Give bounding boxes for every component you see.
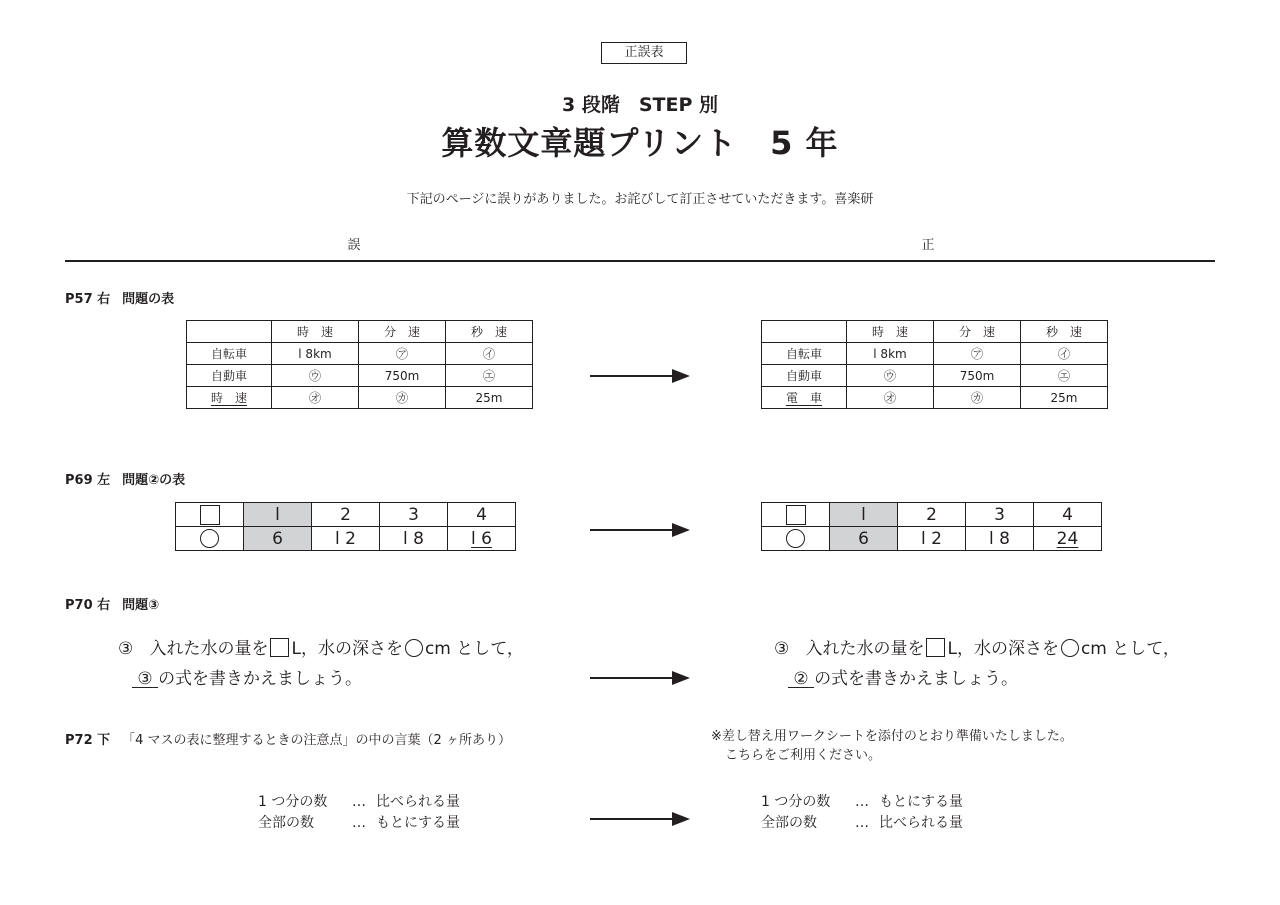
- term-value: 比べられる量: [879, 815, 963, 831]
- problem-text: の式を書きかえましょう。: [814, 669, 1019, 689]
- underlined-error: [132, 669, 158, 689]
- square-icon: [926, 638, 945, 657]
- problem-line: [788, 664, 1180, 694]
- table-cell: l 8: [966, 527, 1034, 551]
- circle-icon: [786, 529, 805, 548]
- table-row: [762, 365, 1108, 387]
- table-cell: ㋓: [446, 365, 533, 387]
- table-row: [762, 343, 1108, 365]
- problem-text: L，水の深さを: [291, 639, 403, 659]
- table-cell: l 8km: [847, 343, 934, 365]
- table-cell: l: [244, 503, 312, 527]
- arrow-icon: [590, 671, 690, 685]
- section-desc: 問題の表: [122, 292, 175, 307]
- table-cell: 自動車: [187, 365, 272, 387]
- table-cell: 3: [966, 503, 1034, 527]
- errata-badge: 正誤表: [601, 42, 687, 64]
- problem-wrong: [118, 634, 524, 694]
- table-cell: ㋕: [934, 387, 1021, 409]
- term-label: 全部の数: [258, 815, 314, 831]
- term-value: もとにする量: [879, 794, 963, 810]
- dots: …: [352, 794, 366, 810]
- table-cell: 4: [1034, 503, 1102, 527]
- term-value: 比べられる量: [376, 794, 460, 810]
- table-cell: 2: [898, 503, 966, 527]
- table-row: [762, 321, 1108, 343]
- table-header: 秒 速: [1021, 321, 1108, 343]
- table-cell: [762, 321, 847, 343]
- problem-text: cm として，: [1080, 639, 1180, 659]
- problem-right: [774, 634, 1180, 694]
- table-cell: [762, 503, 830, 527]
- underlined-correction: 電 車: [785, 391, 822, 405]
- table-cell: 自転車: [187, 343, 272, 365]
- table-cell: l 2: [312, 527, 380, 551]
- section-p57-heading: [65, 288, 174, 307]
- problem-text: cm として，: [424, 639, 524, 659]
- term-value: もとにする量: [376, 815, 460, 831]
- underlined-correction: 24: [1056, 528, 1079, 549]
- section-p72-heading: [65, 729, 511, 748]
- table-cell: 3: [380, 503, 448, 527]
- table-cell: ㋓: [1021, 365, 1108, 387]
- note-line: ※差し替え用ワークシートを添付のとおり準備いたしました。: [711, 729, 1073, 744]
- table-row: [187, 321, 533, 343]
- dots: …: [352, 815, 366, 831]
- table-cell: [187, 321, 272, 343]
- table-cell: ㋑: [446, 343, 533, 365]
- table-row: [762, 387, 1108, 409]
- arrow-icon: [590, 523, 690, 537]
- column-header-right: 正: [921, 238, 935, 253]
- table-header: 時 速: [272, 321, 359, 343]
- square-icon: [200, 505, 220, 525]
- table-cell: ㋐: [934, 343, 1021, 365]
- table-cell: 750m: [359, 365, 446, 387]
- table-cell: 6: [244, 527, 312, 551]
- problem-line: [132, 664, 524, 694]
- square-icon: [786, 505, 806, 525]
- table-cell: 2: [312, 503, 380, 527]
- underlined-correction: [788, 669, 814, 689]
- list-item: [761, 813, 963, 834]
- problem-text: L，水の深さを: [947, 639, 1059, 659]
- terms-right: [761, 792, 963, 834]
- table-cell: l 2: [898, 527, 966, 551]
- problem-line: [774, 634, 1180, 664]
- arrow-icon: [590, 369, 690, 383]
- table-cell: 6: [830, 527, 898, 551]
- circle-icon: [405, 639, 423, 657]
- list-item: [258, 813, 460, 834]
- table-cell: 4: [448, 503, 516, 527]
- table-cell: [448, 527, 516, 551]
- table-cell: l: [830, 503, 898, 527]
- table-cell: [1034, 527, 1102, 551]
- section-desc: 問題②の表: [122, 473, 186, 488]
- section-desc: 問題③: [122, 598, 160, 613]
- problem-number: ③: [774, 639, 790, 659]
- table-cell: ㋒: [272, 365, 359, 387]
- section-p69-heading: [65, 469, 185, 488]
- square-icon: [270, 638, 289, 657]
- table-row: [187, 343, 533, 365]
- table-cell: [762, 527, 830, 551]
- arrow-icon: [590, 812, 690, 826]
- section-desc: 「4 マスの表に整理するときの注意点」の中の言葉（2 ヶ所あり）: [122, 733, 511, 748]
- dots: …: [855, 815, 869, 831]
- terms-wrong: [258, 792, 460, 834]
- header-rule: [65, 260, 1215, 262]
- section-page: P72 下: [65, 733, 111, 748]
- problem-text: の式を書きかえましょう。: [158, 669, 363, 689]
- table-cell: [176, 503, 244, 527]
- table-row: [176, 527, 516, 551]
- problem-ref: ③: [137, 669, 153, 689]
- table-header: 時 速: [847, 321, 934, 343]
- section-p70-heading: [65, 594, 159, 613]
- problem-ref: ②: [793, 669, 809, 689]
- circle-icon: [1061, 639, 1079, 657]
- page-title: 算数文章題プリント 5 年: [441, 124, 839, 162]
- table-cell-highlight: [187, 387, 272, 409]
- notice-text: 下記のページに誤りがありました。お詫びして訂正させていただきます。喜楽研: [406, 192, 874, 207]
- table-cell: 自転車: [762, 343, 847, 365]
- table-cell: l 8: [380, 527, 448, 551]
- grid-table-wrong: [175, 502, 516, 551]
- term-label: 全部の数: [761, 815, 817, 831]
- section-page: P70 右: [65, 598, 111, 613]
- problem-text: 入れた水の量を: [149, 639, 269, 659]
- table-row: [762, 503, 1102, 527]
- circle-icon: [200, 529, 219, 548]
- speed-table-right: [761, 320, 1108, 409]
- table-row: [176, 503, 516, 527]
- replacement-note: [711, 727, 1073, 765]
- dots: …: [855, 794, 869, 810]
- table-cell: ㋑: [1021, 343, 1108, 365]
- table-cell: ㋕: [359, 387, 446, 409]
- table-cell: l 8km: [272, 343, 359, 365]
- problem-text: 入れた水の量を: [805, 639, 925, 659]
- table-cell: ㋐: [359, 343, 446, 365]
- table-cell: ㋒: [847, 365, 934, 387]
- note-line: こちらをご利用ください。: [725, 748, 882, 763]
- table-cell: 25m: [446, 387, 533, 409]
- table-header: 分 速: [359, 321, 446, 343]
- subtitle: 3 段階 STEP 別: [562, 94, 718, 116]
- section-page: P57 右: [65, 292, 111, 307]
- grid-table-right: [761, 502, 1102, 551]
- column-header-wrong: 誤: [347, 238, 361, 253]
- table-cell: 25m: [1021, 387, 1108, 409]
- table-cell: ㋔: [272, 387, 359, 409]
- section-page: P69 左: [65, 473, 111, 488]
- table-row: [187, 387, 533, 409]
- table-header: 秒 速: [446, 321, 533, 343]
- table-cell: ㋔: [847, 387, 934, 409]
- table-cell-highlight: [762, 387, 847, 409]
- problem-line: [118, 634, 524, 664]
- term-label: 1 つ分の数: [258, 794, 328, 810]
- speed-table-wrong: [186, 320, 533, 409]
- underlined-error: l 6: [471, 528, 492, 549]
- list-item: [258, 792, 460, 813]
- table-cell: 750m: [934, 365, 1021, 387]
- table-cell: [176, 527, 244, 551]
- underlined-error: 時 速: [210, 391, 247, 405]
- list-item: [761, 792, 963, 813]
- table-header: 分 速: [934, 321, 1021, 343]
- problem-number: ③: [118, 639, 134, 659]
- table-cell: 自動車: [762, 365, 847, 387]
- term-label: 1 つ分の数: [761, 794, 831, 810]
- table-row: [762, 527, 1102, 551]
- table-row: [187, 365, 533, 387]
